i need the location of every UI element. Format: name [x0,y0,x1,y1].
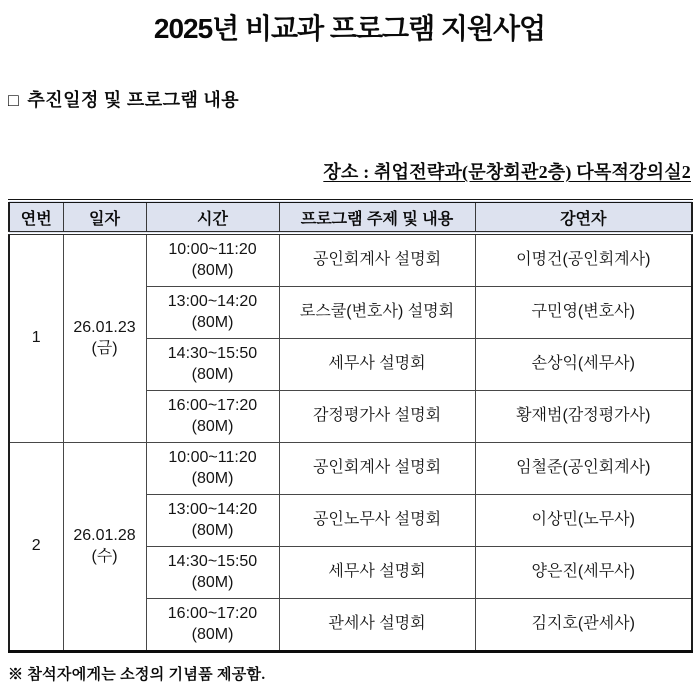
time-cell [146,339,279,391]
program-cell: 감정평가사 설명회 [279,391,475,443]
location-note: 장소 : 취업전략과(문창회관2층) 다목적강의실2 [323,162,691,182]
row-number-cell: 2 [9,443,63,652]
time-duration: (80M) [191,313,234,331]
time-range: 16:00~17:20 [167,604,258,622]
time-cell [146,391,279,443]
header-cell-program: 프로그램 주제 및 내용 [279,201,475,233]
table-row [9,443,692,495]
date-line2: (금) [91,339,118,357]
header-cell-time: 시간 [146,201,279,233]
section-heading [8,86,239,112]
time-cell [146,547,279,599]
speaker-cell: 이명건(공인회계사) [475,233,692,287]
program-cell: 공인회계사 설명회 [279,233,475,287]
time-duration: (80M) [191,469,234,487]
header-cell-date: 일자 [63,201,146,233]
time-duration: (80M) [191,625,234,643]
program-cell: 공인회계사 설명회 [279,443,475,495]
time-duration: (80M) [191,573,234,591]
time-range: 14:30~15:50 [167,552,258,570]
time-duration: (80M) [191,261,234,279]
time-range: 10:00~11:20 [168,240,257,258]
schedule-table [8,199,693,653]
time-range: 14:30~15:50 [167,344,258,362]
time-range: 16:00~17:20 [167,396,258,414]
section-heading-label: 추진일정 및 프로그램 내용 [27,90,240,110]
program-cell: 공인노무사 설명회 [279,495,475,547]
time-duration: (80M) [191,365,234,383]
row-number-cell: 1 [9,233,63,443]
program-cell: 세무사 설명회 [279,339,475,391]
program-cell: 관세사 설명회 [279,599,475,652]
speaker-cell: 양은진(세무사) [475,547,692,599]
program-cell: 로스쿨(변호사) 설명회 [279,287,475,339]
header-cell-no: 연번 [9,201,63,233]
speaker-cell: 황재범(감정평가사) [475,391,692,443]
square-bullet-icon: □ [8,90,20,110]
table-header-row [9,201,692,233]
date-line2: (수) [91,547,118,565]
table-row [9,233,692,287]
speaker-cell: 손상익(세무사) [475,339,692,391]
footnote: ※ 참석자에게는 소정의 기념품 제공함. [8,667,266,683]
date-line1: 26.01.28 [73,526,136,544]
program-cell: 세무사 설명회 [279,547,475,599]
time-cell [146,495,279,547]
document-title: 2025년 비교과 프로그램 지원사업 [153,13,546,44]
speaker-cell: 김지호(관세사) [475,599,692,652]
speaker-cell: 구민영(변호사) [475,287,692,339]
time-duration: (80M) [191,417,234,435]
time-range: 13:00~14:20 [167,500,258,518]
header-cell-speaker: 강연자 [475,201,692,233]
time-duration: (80M) [191,521,234,539]
time-cell [146,233,279,287]
date-cell [63,233,146,443]
time-range: 10:00~11:20 [168,448,257,466]
time-range: 13:00~14:20 [167,292,258,310]
speaker-cell: 이상민(노무사) [475,495,692,547]
date-line1: 26.01.23 [73,318,136,336]
speaker-cell: 임철준(공인회계사) [475,443,692,495]
date-cell [63,443,146,652]
time-cell [146,599,279,652]
time-cell [146,443,279,495]
time-cell [146,287,279,339]
